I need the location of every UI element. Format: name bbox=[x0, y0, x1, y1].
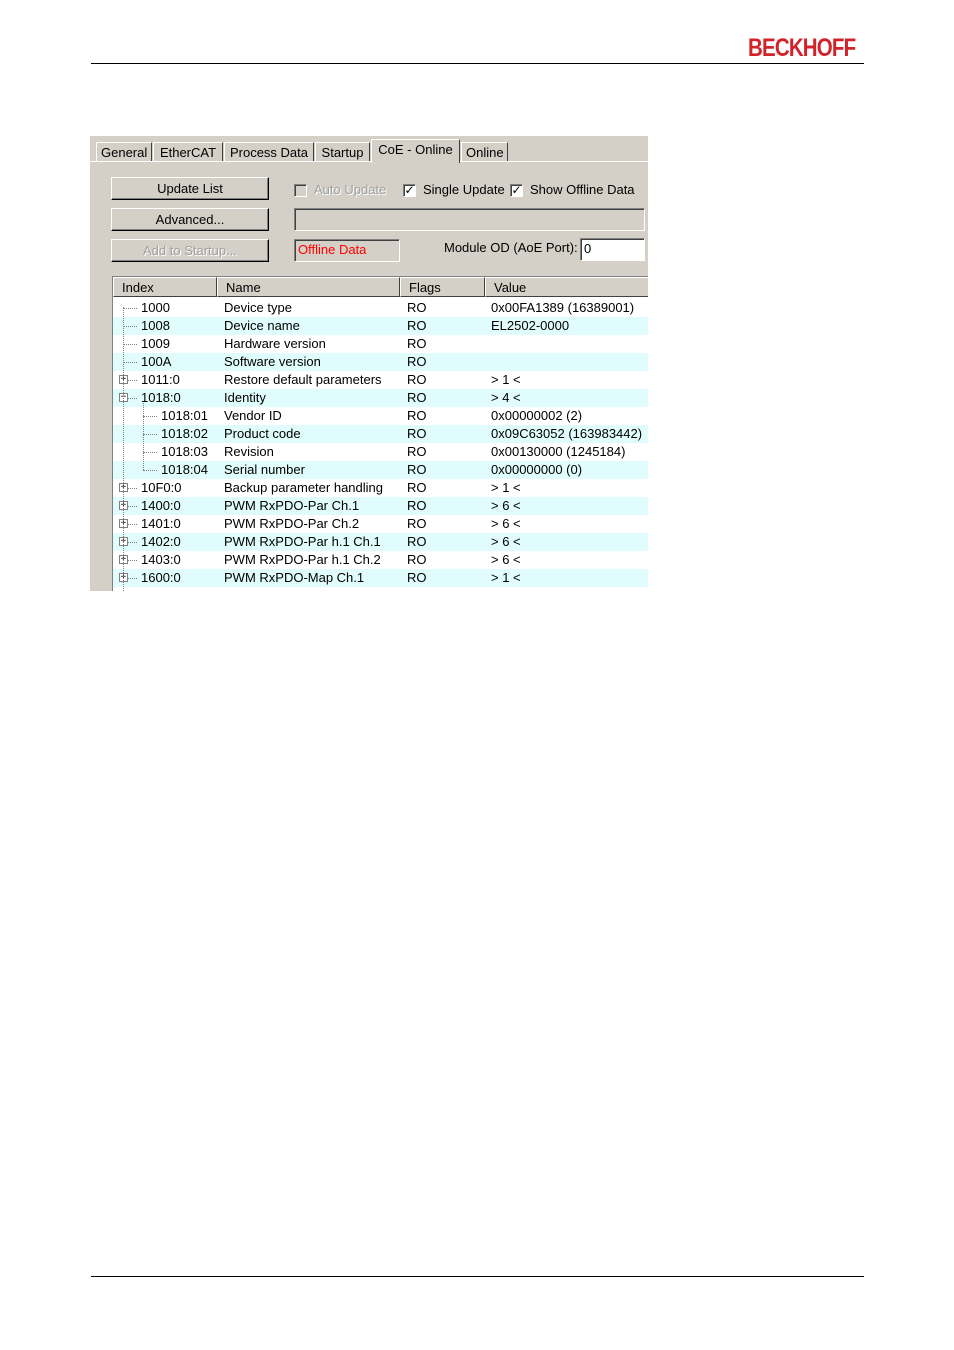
value-cell: 0x09C63052 (163983442) bbox=[491, 426, 643, 441]
column-flags[interactable]: Flags bbox=[400, 277, 485, 297]
tree-connector bbox=[143, 452, 157, 453]
value-cell: > 6 < bbox=[491, 534, 521, 549]
index-cell: 100A bbox=[141, 354, 172, 369]
name-cell: Product code bbox=[224, 426, 301, 441]
value-cell: > 1 < bbox=[491, 570, 521, 585]
tab-startup[interactable]: Startup bbox=[315, 142, 370, 162]
index-cell: 1011:0 bbox=[141, 372, 180, 387]
index-cell: 1403:0 bbox=[141, 552, 181, 567]
flags-cell: RO bbox=[407, 534, 427, 549]
index-cell: 1018:01 bbox=[161, 408, 208, 423]
flags-cell: RO bbox=[407, 372, 427, 387]
index-cell: 1400:0 bbox=[141, 498, 181, 513]
name-cell: Backup parameter handling bbox=[224, 480, 383, 495]
coe-online-dialog bbox=[90, 136, 648, 591]
index-cell: 1401:0 bbox=[141, 516, 181, 531]
flags-cell: RO bbox=[407, 354, 427, 369]
table-row[interactable] bbox=[113, 461, 648, 479]
flags-cell: RO bbox=[407, 336, 427, 351]
header-rule bbox=[91, 63, 864, 64]
collapse-icon[interactable]: − bbox=[120, 392, 127, 402]
advanced-button[interactable]: Advanced... bbox=[111, 208, 269, 231]
tree-connector bbox=[128, 488, 137, 489]
value-cell: > 1 < bbox=[491, 480, 521, 495]
name-cell: Hardware version bbox=[224, 336, 326, 351]
show-offline-data-checkbox[interactable]: ✓ bbox=[511, 183, 522, 197]
index-cell: 1018:04 bbox=[161, 462, 208, 477]
table-row[interactable] bbox=[113, 497, 648, 515]
beckhoff-logo: BECKHOFF bbox=[748, 34, 856, 62]
tab-process-data[interactable]: Process Data bbox=[224, 142, 314, 162]
tab-general[interactable]: General bbox=[96, 142, 152, 162]
expand-icon[interactable]: + bbox=[120, 554, 127, 564]
expand-icon[interactable]: + bbox=[120, 536, 127, 546]
tree-connector bbox=[123, 326, 137, 327]
value-cell: 0x00000000 (0) bbox=[491, 462, 583, 477]
index-cell: 10F0:0 bbox=[141, 480, 182, 495]
name-cell: PWM RxPDO-Par Ch.2 bbox=[224, 516, 360, 531]
tree-connector bbox=[143, 434, 157, 435]
tree-connector bbox=[143, 416, 157, 417]
index-cell: 1018:02 bbox=[161, 426, 208, 441]
footer-rule bbox=[91, 1276, 864, 1277]
name-cell: PWM RxPDO-Map Ch.1 bbox=[224, 570, 365, 585]
value-cell: > 4 < bbox=[491, 390, 521, 405]
tree-connector bbox=[123, 344, 137, 345]
index-cell: 1600:0 bbox=[141, 570, 181, 585]
show-offline-data-label: Show Offline Data bbox=[530, 182, 635, 197]
table-row[interactable] bbox=[113, 479, 648, 497]
table-row[interactable] bbox=[113, 407, 648, 425]
table-row[interactable] bbox=[113, 299, 648, 317]
tab-ethercat[interactable]: EtherCAT bbox=[153, 142, 223, 162]
value-cell: 0x00000002 (2) bbox=[491, 408, 583, 423]
object-dictionary-list[interactable] bbox=[112, 276, 648, 591]
table-row[interactable] bbox=[113, 515, 648, 533]
tab-online[interactable]: Online bbox=[461, 142, 508, 162]
value-cell: > 6 < bbox=[491, 516, 521, 531]
tree-connector bbox=[128, 398, 137, 399]
expand-icon[interactable]: + bbox=[120, 374, 127, 384]
name-cell: Device name bbox=[224, 318, 300, 333]
value-cell: > 6 < bbox=[491, 552, 521, 567]
name-cell: Revision bbox=[224, 444, 274, 459]
list-header bbox=[113, 277, 648, 297]
index-cell: 1402:0 bbox=[141, 534, 181, 549]
value-cell: > 1 < bbox=[491, 372, 521, 387]
name-cell: Serial number bbox=[224, 462, 305, 477]
tree-connector bbox=[123, 308, 137, 309]
module-od-label: Module OD (AoE Port): bbox=[444, 240, 578, 255]
expand-icon[interactable]: + bbox=[120, 572, 127, 582]
expand-icon[interactable]: + bbox=[120, 482, 127, 492]
table-row[interactable] bbox=[113, 389, 648, 407]
flags-cell: RO bbox=[407, 426, 427, 441]
tree-connector bbox=[128, 542, 137, 543]
tree-connector bbox=[128, 506, 137, 507]
flags-cell: RO bbox=[407, 300, 427, 315]
value-cell: 0x00FA1389 (16389001) bbox=[491, 300, 635, 315]
update-list-button[interactable]: Update List bbox=[111, 177, 269, 200]
tree-branch-line bbox=[143, 403, 144, 470]
flags-cell: RO bbox=[407, 552, 427, 567]
value-cell: EL2502-0000 bbox=[491, 318, 570, 333]
tree-connector bbox=[128, 380, 137, 381]
table-row[interactable] bbox=[113, 443, 648, 461]
name-cell: Identity bbox=[224, 390, 266, 405]
flags-cell: RO bbox=[407, 570, 427, 585]
index-cell: 1008 bbox=[141, 318, 170, 333]
expand-icon[interactable]: + bbox=[120, 500, 127, 510]
name-cell: PWM RxPDO-Par h.1 Ch.2 bbox=[224, 552, 381, 567]
column-name[interactable]: Name bbox=[217, 277, 400, 297]
table-row[interactable] bbox=[113, 371, 648, 389]
flags-cell: RO bbox=[407, 390, 427, 405]
flags-cell: RO bbox=[407, 480, 427, 495]
module-od-input[interactable]: 0 bbox=[580, 238, 645, 261]
tab-coe-online[interactable]: CoE - Online bbox=[371, 139, 460, 163]
column-index[interactable]: Index bbox=[113, 277, 217, 297]
index-cell: 1009 bbox=[141, 336, 170, 351]
flags-cell: RO bbox=[407, 516, 427, 531]
tree-connector bbox=[128, 578, 137, 579]
column-value[interactable]: Value bbox=[485, 277, 648, 297]
flags-cell: RO bbox=[407, 408, 427, 423]
single-update-checkbox[interactable]: ✓ bbox=[404, 183, 415, 197]
name-cell: Restore default parameters bbox=[224, 372, 382, 387]
flags-cell: RO bbox=[407, 444, 427, 459]
tree-connector bbox=[143, 470, 157, 471]
flags-cell: RO bbox=[407, 498, 427, 513]
flags-cell: RO bbox=[407, 318, 427, 333]
index-cell: 1018:0 bbox=[141, 390, 181, 405]
single-update-label: Single Update bbox=[423, 182, 505, 197]
name-cell: PWM RxPDO-Par h.1 Ch.1 bbox=[224, 534, 381, 549]
name-cell: PWM RxPDO-Par Ch.1 bbox=[224, 498, 360, 513]
table-row[interactable] bbox=[113, 353, 648, 371]
tab-baseline bbox=[90, 161, 648, 162]
add-to-startup-button[interactable]: Add to Startup... bbox=[111, 239, 269, 262]
tree-connector bbox=[128, 524, 137, 525]
auto-update-checkbox[interactable] bbox=[294, 184, 307, 197]
name-cell: Vendor ID bbox=[224, 408, 282, 423]
index-cell: 1000 bbox=[141, 300, 170, 315]
index-cell: 1018:03 bbox=[161, 444, 208, 459]
table-row[interactable] bbox=[113, 317, 648, 335]
value-cell: 0x00130000 (1245184) bbox=[491, 444, 626, 459]
name-cell: Software version bbox=[224, 354, 321, 369]
table-row[interactable] bbox=[113, 569, 648, 587]
info-field bbox=[294, 208, 645, 231]
expand-icon[interactable]: + bbox=[120, 518, 127, 528]
flags-cell: RO bbox=[407, 462, 427, 477]
name-cell: Device type bbox=[224, 300, 292, 315]
auto-update-label: Auto Update bbox=[314, 182, 387, 197]
table-row[interactable] bbox=[113, 533, 648, 551]
tree-root-line bbox=[123, 307, 124, 591]
offline-data-status: Offline Data bbox=[294, 239, 400, 262]
tree-connector bbox=[123, 362, 137, 363]
table-row[interactable] bbox=[113, 425, 648, 443]
table-row[interactable] bbox=[113, 551, 648, 569]
tree-connector bbox=[128, 560, 137, 561]
value-cell: > 6 < bbox=[491, 498, 521, 513]
table-row[interactable] bbox=[113, 335, 648, 353]
